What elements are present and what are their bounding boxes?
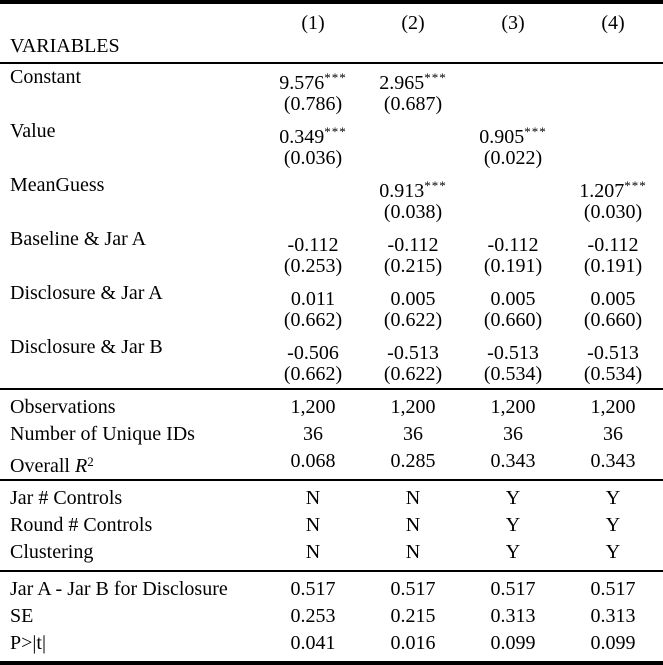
row-disclosure-jar-b xyxy=(0,334,663,388)
coef-cell xyxy=(563,280,663,334)
coef-cell xyxy=(363,118,463,172)
coef-cell xyxy=(363,280,463,334)
controls-section xyxy=(0,481,663,570)
coef-cell xyxy=(263,226,363,280)
column-header-1: (1) xyxy=(301,12,325,34)
test-value: 0.215 xyxy=(390,605,436,627)
stat-value: 1,200 xyxy=(290,396,336,418)
coef-se xyxy=(363,145,463,172)
coef-cell xyxy=(563,172,663,226)
row-label: Number of Unique IDs xyxy=(10,423,195,445)
coef-se: (0.786) xyxy=(283,93,343,115)
coef-estimate: 1.207 xyxy=(579,180,625,202)
control-flag: N xyxy=(305,514,321,536)
stat-value: 0.285 xyxy=(390,450,436,472)
row-value xyxy=(0,118,663,172)
coef-estimate: 0.005 xyxy=(590,288,636,310)
coef-estimate: 9.576 xyxy=(279,72,325,94)
coef-estimate: -0.513 xyxy=(487,342,539,364)
coef-se: (0.030) xyxy=(583,201,643,223)
coef-se: (0.534) xyxy=(583,363,643,385)
row-label: P>|t| xyxy=(10,632,46,654)
test-value: 0.041 xyxy=(290,632,336,654)
stat-value: 0.068 xyxy=(290,450,336,472)
coef-se: (0.622) xyxy=(383,363,443,385)
coef-se xyxy=(563,145,663,172)
coef-estimate: -0.112 xyxy=(387,234,439,256)
row-label: MeanGuess xyxy=(10,174,105,196)
coef-cell xyxy=(563,226,663,280)
row-label xyxy=(0,448,263,480)
significance-stars: *** xyxy=(624,178,647,193)
coef-estimate: -0.513 xyxy=(387,342,439,364)
coef-cell xyxy=(563,118,663,172)
control-flag: N xyxy=(405,514,421,536)
coef-se: (0.253) xyxy=(283,255,343,277)
coef-se: (0.191) xyxy=(583,255,643,277)
coef-cell xyxy=(463,172,563,226)
test-value: 0.517 xyxy=(390,578,436,600)
row-label: Value xyxy=(10,120,56,142)
coef-cell xyxy=(563,334,663,388)
coef-se: (0.662) xyxy=(283,363,343,385)
table-header-row xyxy=(0,4,663,62)
coef-cell xyxy=(463,280,563,334)
test-section xyxy=(0,572,663,661)
coef-cell xyxy=(263,280,363,334)
stats-section xyxy=(0,390,663,479)
stat-value: 36 xyxy=(503,423,523,445)
control-flag: Y xyxy=(605,541,621,563)
stat-value: 36 xyxy=(603,423,623,445)
stat-value: 0.343 xyxy=(590,450,636,472)
stat-value: 1,200 xyxy=(390,396,436,418)
test-value: 0.099 xyxy=(590,632,636,654)
row-label: SE xyxy=(10,605,34,627)
coef-estimate: 0.349 xyxy=(279,126,325,148)
row-label: Round # Controls xyxy=(10,514,153,536)
row-baseline-jar-a xyxy=(0,226,663,280)
coef-cell xyxy=(463,118,563,172)
coef-cell xyxy=(463,64,563,118)
column-header-4: (4) xyxy=(601,12,625,34)
coef-se: (0.662) xyxy=(283,309,343,331)
coef-se: (0.038) xyxy=(383,201,443,223)
test-value: 0.517 xyxy=(590,578,636,600)
coef-estimate: 0.005 xyxy=(390,288,436,310)
coef-cell xyxy=(463,226,563,280)
coef-estimate: -0.112 xyxy=(287,234,339,256)
control-flag: N xyxy=(405,541,421,563)
row-label: Constant xyxy=(10,66,82,88)
control-flag: N xyxy=(305,487,321,509)
coef-estimate: -0.112 xyxy=(587,234,639,256)
control-flag: Y xyxy=(505,487,521,509)
row-round-controls xyxy=(0,512,663,539)
test-value: 0.517 xyxy=(290,578,336,600)
coef-se: (0.191) xyxy=(483,255,543,277)
coef-estimate: 0.905 xyxy=(479,126,525,148)
coef-se xyxy=(263,199,363,226)
row-label: Baseline & Jar A xyxy=(10,228,147,250)
stat-value: 36 xyxy=(403,423,423,445)
coef-cell xyxy=(363,172,463,226)
row-jar-diff xyxy=(0,576,663,603)
row-label: Jar A - Jar B for Disclosure xyxy=(10,578,228,600)
coef-se: (0.660) xyxy=(583,309,643,331)
row-meanguess xyxy=(0,172,663,226)
test-value: 0.016 xyxy=(390,632,436,654)
coef-se: (0.215) xyxy=(383,255,443,277)
test-value: 0.313 xyxy=(590,605,636,627)
r2-label-text: Overall xyxy=(10,455,70,477)
row-se xyxy=(0,603,663,630)
coef-estimate: -0.506 xyxy=(287,342,339,364)
coef-se xyxy=(463,199,563,226)
control-flag: Y xyxy=(505,514,521,536)
coef-cell xyxy=(563,64,663,118)
row-overall-r2 xyxy=(0,448,663,475)
coef-se: (0.036) xyxy=(283,147,343,169)
coef-estimate: 0.005 xyxy=(490,288,536,310)
control-flag: Y xyxy=(605,487,621,509)
test-value: 0.253 xyxy=(290,605,336,627)
test-value: 0.313 xyxy=(490,605,536,627)
row-label: Clustering xyxy=(10,541,94,563)
coef-cell xyxy=(463,334,563,388)
coef-se xyxy=(563,91,663,118)
control-flag: Y xyxy=(605,514,621,536)
coef-se: (0.687) xyxy=(383,93,443,115)
coef-se: (0.622) xyxy=(383,309,443,331)
coef-cell xyxy=(363,64,463,118)
coef-cell xyxy=(263,64,363,118)
coef-cell xyxy=(263,172,363,226)
row-constant xyxy=(0,64,663,118)
coef-se: (0.022) xyxy=(483,147,543,169)
control-flag: N xyxy=(305,541,321,563)
bottom-rule xyxy=(0,661,663,665)
coef-se: (0.534) xyxy=(483,363,543,385)
significance-stars: *** xyxy=(424,70,447,85)
coef-cell xyxy=(363,334,463,388)
control-flag: Y xyxy=(505,541,521,563)
row-clustering xyxy=(0,539,663,566)
coef-se: (0.660) xyxy=(483,309,543,331)
row-pvalue xyxy=(0,630,663,657)
coef-estimate: 0.913 xyxy=(379,180,425,202)
stat-value: 1,200 xyxy=(490,396,536,418)
coef-estimate: -0.112 xyxy=(487,234,539,256)
significance-stars: *** xyxy=(324,124,347,139)
coef-estimate: -0.513 xyxy=(587,342,639,364)
significance-stars: *** xyxy=(424,178,447,193)
r2-exponent: 2 xyxy=(87,454,94,469)
r2-math-symbol: R xyxy=(74,455,88,477)
coef-cell xyxy=(263,334,363,388)
coef-estimate: 0.011 xyxy=(290,288,336,310)
coef-cell xyxy=(263,118,363,172)
stat-value: 36 xyxy=(303,423,323,445)
stat-value: 1,200 xyxy=(590,396,636,418)
row-label: Disclosure & Jar B xyxy=(10,336,163,358)
row-jar-controls xyxy=(0,485,663,512)
significance-stars: *** xyxy=(324,70,347,85)
test-value: 0.099 xyxy=(490,632,536,654)
variables-header: VARIABLES xyxy=(10,35,120,57)
coef-estimate: 2.965 xyxy=(379,72,425,94)
row-label: Jar # Controls xyxy=(10,487,123,509)
stat-value: 0.343 xyxy=(490,450,536,472)
row-disclosure-jar-a xyxy=(0,280,663,334)
control-flag: N xyxy=(405,487,421,509)
test-value: 0.517 xyxy=(490,578,536,600)
row-label: Disclosure & Jar A xyxy=(10,282,163,304)
coef-se xyxy=(463,91,563,118)
coef-cell xyxy=(363,226,463,280)
column-header-2: (2) xyxy=(401,12,425,34)
significance-stars: *** xyxy=(524,124,547,139)
row-label: Observations xyxy=(10,396,116,418)
row-observations xyxy=(0,394,663,421)
row-unique-ids xyxy=(0,421,663,448)
column-header-3: (3) xyxy=(501,12,525,34)
